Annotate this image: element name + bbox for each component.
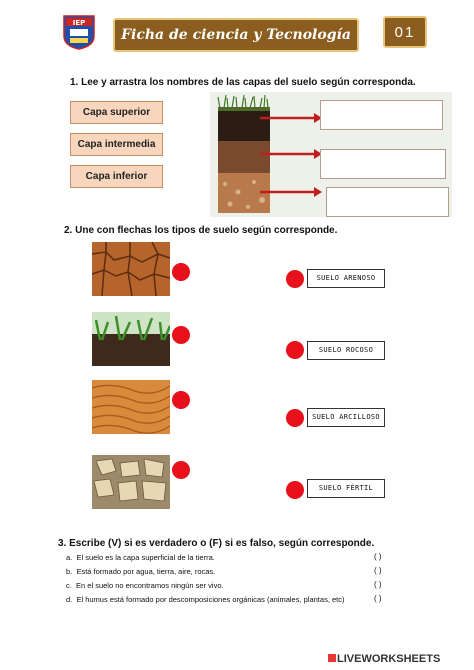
match-dot-label-2[interactable] — [286, 341, 304, 359]
match-dot-label-3[interactable] — [286, 409, 304, 427]
match-dot-image-1[interactable] — [172, 263, 190, 281]
worksheet-title: Ficha de ciencia y Tecnología — [121, 27, 351, 43]
statement-a — [66, 553, 215, 562]
statement-b — [66, 567, 215, 576]
statement-c-letter: c. — [66, 581, 72, 590]
question-2-text: 2. Une con flechas los tipos de suelo según corresponde. — [64, 225, 338, 236]
drag-option-capa-inferior[interactable]: Capa inferior — [70, 165, 163, 188]
sand-dunes-image — [92, 380, 170, 434]
answer-field-c[interactable]: ( ) — [374, 580, 382, 589]
statement-a-letter: a. — [66, 553, 73, 562]
match-dot-label-1[interactable] — [286, 270, 304, 288]
match-dot-image-3[interactable] — [172, 391, 190, 409]
rocky-soil-image — [92, 455, 170, 509]
soil-label-rocoso: SUELO ROCOSO — [307, 341, 385, 360]
question-3-text: 3. Escribe (V) si es verdadero o (F) si es falso, según corresponde. — [58, 538, 375, 549]
statement-a-text: El suelo es la capa superficial de la tierra. — [76, 553, 215, 562]
school-logo — [62, 14, 96, 50]
drag-option-capa-superior[interactable]: Capa superior — [70, 101, 163, 124]
soil-layers-panel — [210, 92, 452, 217]
fertile-plants-soil-image — [92, 312, 170, 366]
brand-text: LIVEWORKSHEETS — [337, 653, 441, 665]
logo-text: IEP — [72, 19, 86, 27]
worksheet-number-badge — [383, 16, 427, 48]
drop-zone-lower-layer[interactable] — [326, 187, 449, 217]
statement-c — [66, 581, 224, 590]
soil-label-arcilloso: SUELO ARCILLOSO — [307, 408, 385, 427]
match-dot-label-4[interactable] — [286, 481, 304, 499]
statement-c-text: En el suelo no encontramos ningún ser vivo. — [76, 581, 224, 590]
answer-field-a[interactable]: ( ) — [374, 552, 382, 561]
liveworksheets-logo — [328, 653, 440, 665]
cracked-clay-soil-image — [92, 242, 170, 296]
statement-d — [66, 595, 345, 604]
soil-label-arenoso: SUELO ARENOSO — [307, 269, 385, 288]
match-dot-image-2[interactable] — [172, 326, 190, 344]
match-dot-image-4[interactable] — [172, 461, 190, 479]
statement-d-letter: d. — [66, 595, 73, 604]
answer-field-b[interactable]: ( ) — [374, 566, 382, 575]
answer-field-d[interactable]: ( ) — [374, 594, 382, 603]
statement-b-letter: b. — [66, 567, 73, 576]
worksheet-number: 01 — [394, 24, 416, 41]
drop-zone-upper-layer[interactable] — [320, 100, 443, 130]
question-1-text: 1. Lee y arrastra los nombres de las capas del suelo según corresponda. — [70, 77, 416, 88]
drag-option-capa-intermedia[interactable]: Capa intermedia — [70, 133, 163, 156]
statement-d-text: El humus está formado por descomposiciones orgánicas (animales, plantas, etc) — [76, 595, 345, 604]
soil-label-fertil: SUELO FÉRTIL — [307, 479, 385, 498]
statement-b-text: Está formado por agua, tierra, aire, rocas. — [76, 567, 216, 576]
drop-zone-middle-layer[interactable] — [320, 149, 446, 179]
brand-square-icon — [328, 654, 336, 662]
worksheet-title-banner — [113, 18, 359, 52]
